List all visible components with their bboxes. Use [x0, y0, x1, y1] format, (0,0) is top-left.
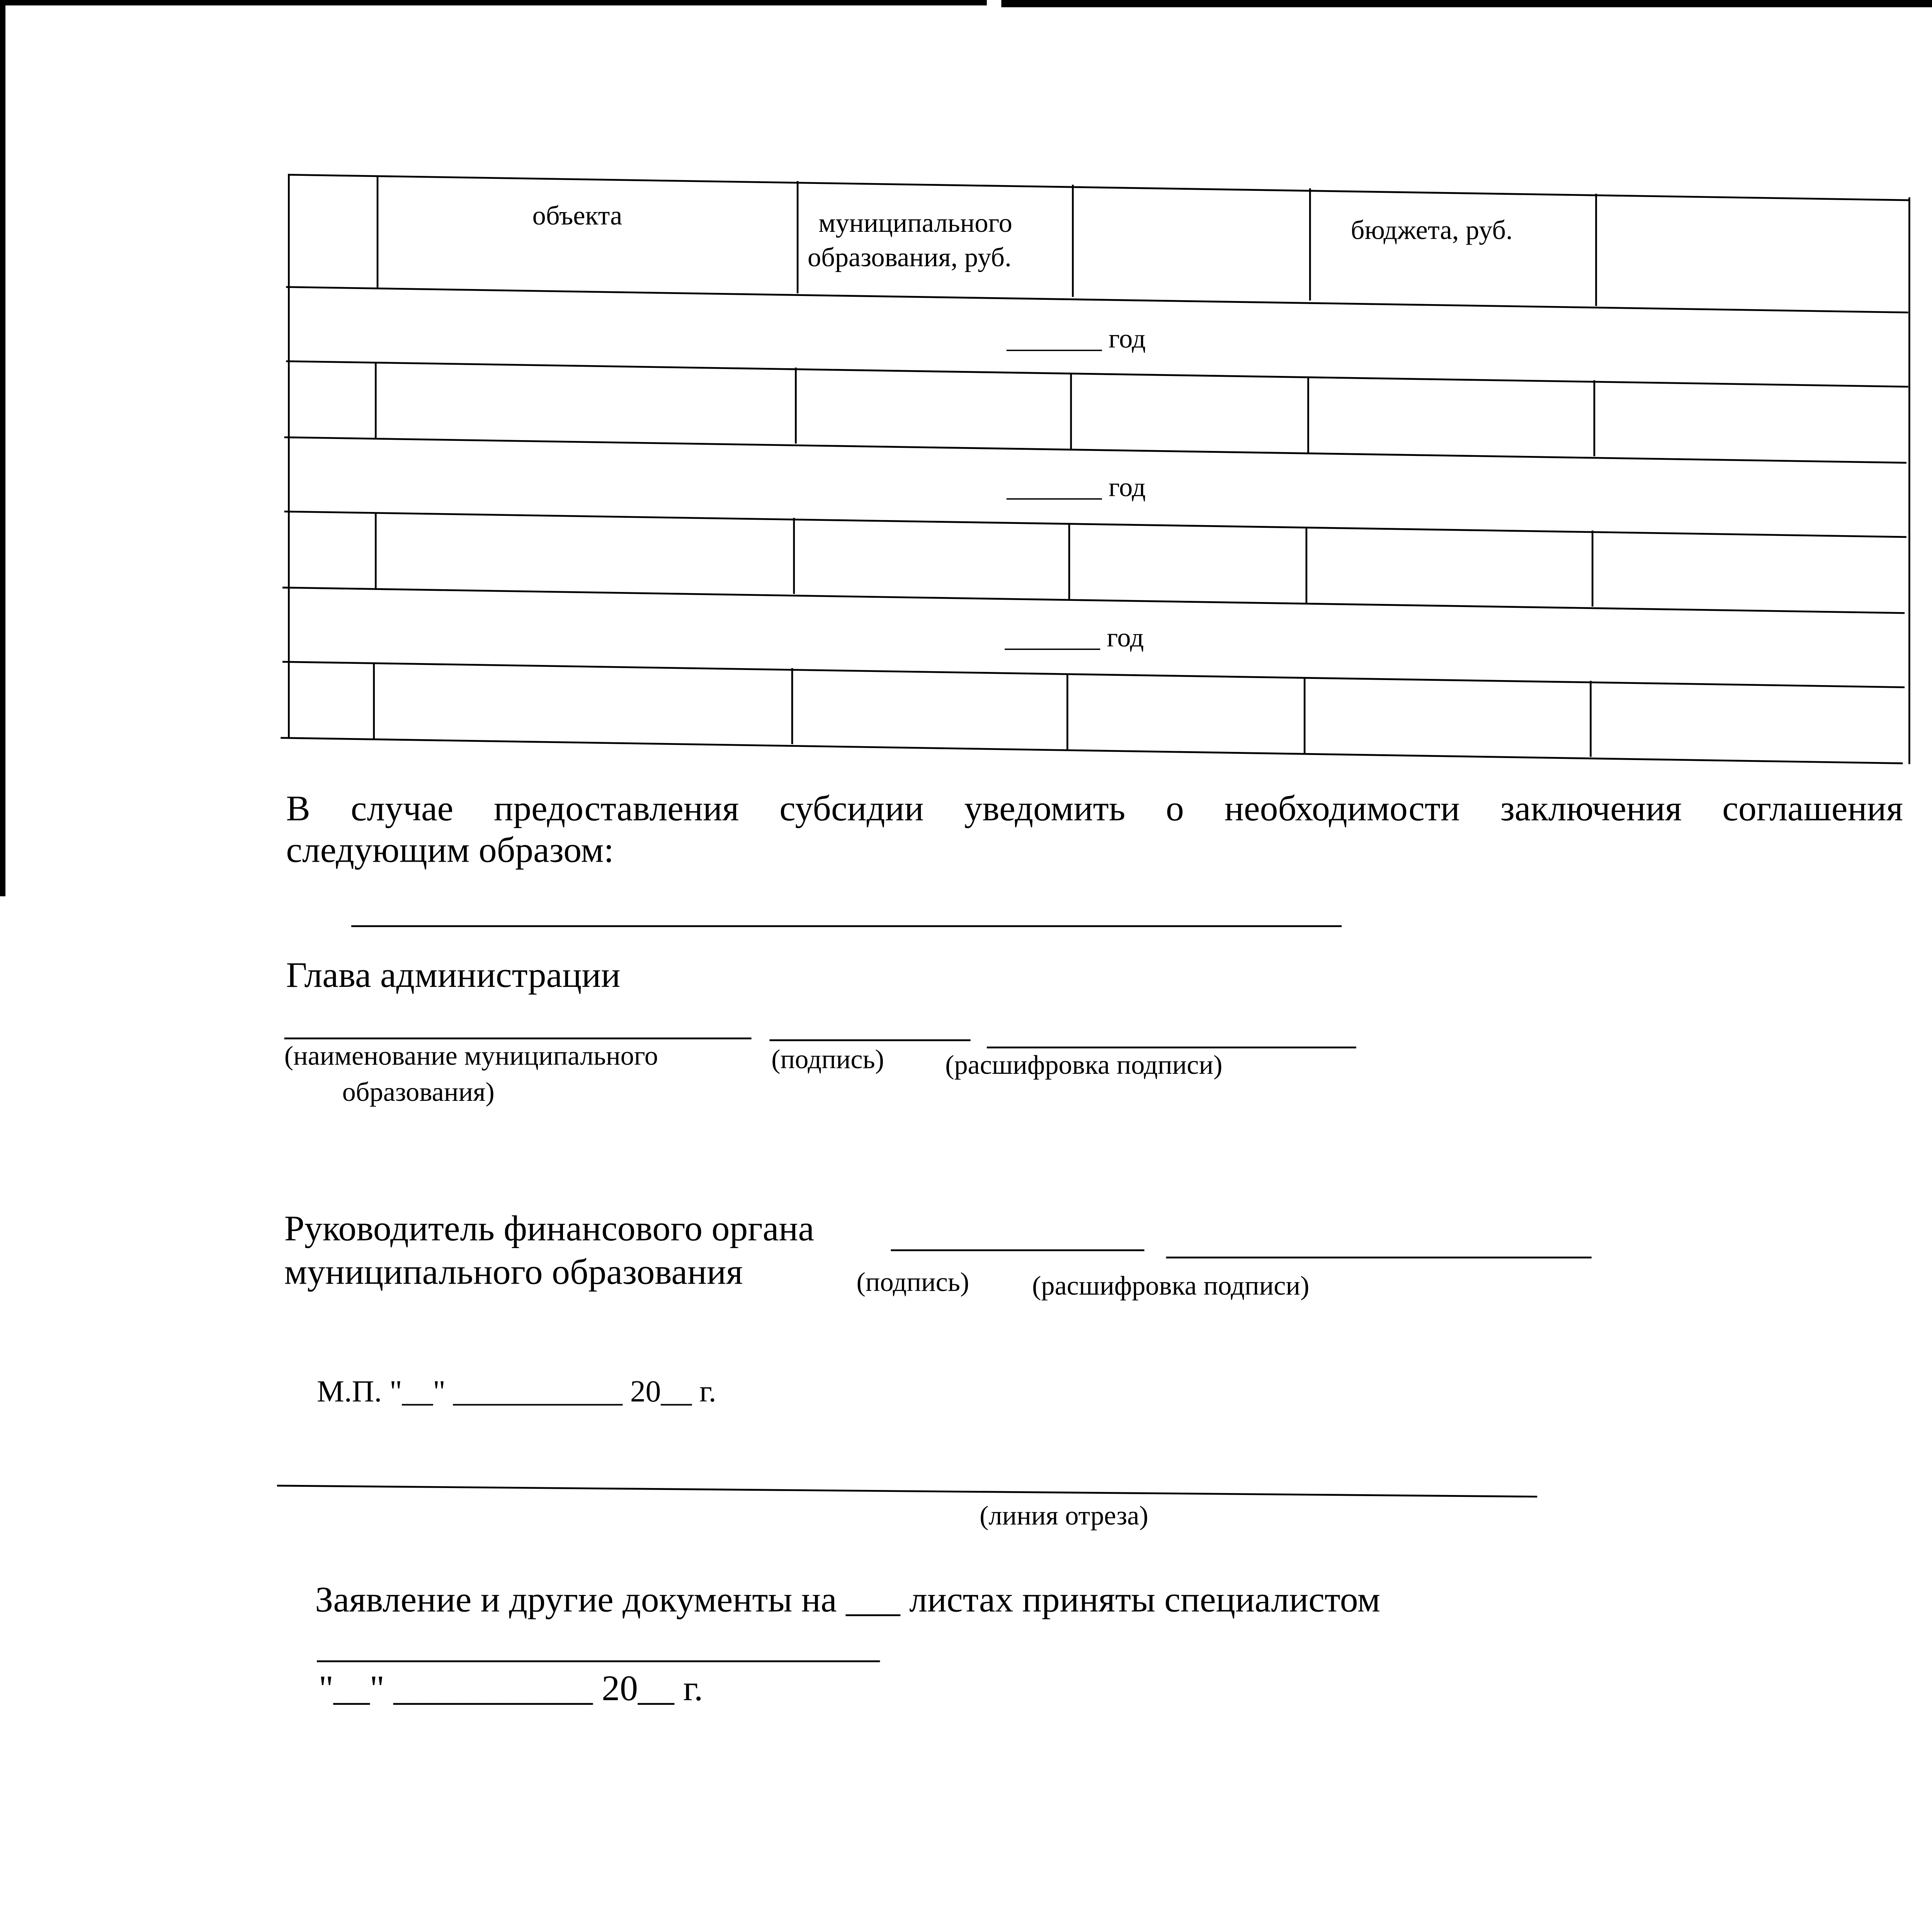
table-line	[288, 174, 1910, 201]
table-line	[375, 512, 377, 588]
year-blank: _______	[1007, 474, 1102, 503]
year-label: год	[1107, 624, 1144, 654]
year-label: год	[1109, 474, 1146, 503]
notice-fill-line	[351, 925, 1342, 927]
scan-left-edge	[0, 0, 5, 896]
notice-line-2: следующим образом:	[286, 831, 614, 871]
table-line	[282, 661, 1905, 688]
signature-line-name	[284, 1037, 752, 1039]
table-line	[284, 436, 1906, 464]
finance-caption-signature: (подпись)	[856, 1269, 969, 1298]
table-line	[286, 286, 1908, 313]
finance-head-line1: Руководитель финансового органа	[284, 1209, 815, 1250]
cut-line-caption: (линия отреза)	[980, 1503, 1148, 1532]
head-admin-title: Глава администрации	[286, 956, 621, 996]
cut-line	[277, 1485, 1537, 1498]
table-line	[791, 668, 793, 744]
year-row-1	[1007, 326, 1146, 357]
header-budget: бюджета, руб.	[1350, 217, 1513, 247]
caption-signature: (подпись)	[771, 1046, 884, 1076]
table-line	[1072, 185, 1074, 297]
signature-line-decoding	[987, 1047, 1356, 1049]
table-line	[1594, 380, 1595, 456]
caption-decoding: (расшифровка подписи)	[945, 1052, 1223, 1081]
receipt-date: "__" ___________ 20__ г.	[318, 1669, 703, 1709]
year-blank: _______	[1005, 624, 1100, 654]
notice-line-1: В случае предоставления субсидии уведомить о необходимости заключения соглашения	[286, 789, 1903, 830]
table-line	[795, 367, 797, 444]
table-line	[793, 518, 795, 594]
table-line	[377, 176, 379, 288]
table-line	[286, 361, 1908, 388]
table-line	[282, 587, 1905, 614]
finance-caption-decoding: (расшифровка подписи)	[1032, 1273, 1310, 1302]
scan-top-edge-right	[1001, 0, 1932, 7]
table-line	[1307, 377, 1309, 453]
table-line	[1309, 188, 1311, 301]
header-municipal-line1: муниципального	[818, 210, 1012, 239]
table-line	[797, 181, 799, 294]
table-line	[288, 174, 290, 739]
header-municipal-line2: образования, руб.	[807, 244, 1012, 274]
finance-signature-line	[891, 1249, 1145, 1251]
table-line	[284, 510, 1906, 538]
stamp-date: М.П. "__" ___________ 20__ г.	[317, 1374, 716, 1409]
table-line	[1306, 527, 1308, 603]
receipt-specialist-line	[317, 1660, 880, 1662]
table-line	[1595, 194, 1597, 306]
table-line	[1066, 673, 1068, 750]
table-line	[1068, 523, 1070, 599]
table-line	[1070, 373, 1072, 449]
year-blank: _______	[1007, 326, 1102, 355]
finance-head-line2: муниципального образования	[284, 1253, 743, 1293]
receipt-text: Заявление и другие документы на ___ листах приняты специалистом	[315, 1580, 1381, 1621]
year-row-2	[1007, 474, 1146, 505]
table-line	[281, 737, 1903, 764]
table-line	[1304, 677, 1306, 753]
caption-name-line1: (наименование муниципального	[284, 1043, 658, 1072]
header-object: объекта	[532, 202, 622, 232]
table-line	[1590, 681, 1592, 757]
scan-top-edge-left	[0, 0, 987, 5]
year-label: год	[1109, 326, 1146, 355]
year-row-3	[1005, 625, 1144, 656]
table-line	[373, 663, 375, 739]
finance-decoding-line	[1166, 1257, 1592, 1259]
caption-name-line2: образования)	[342, 1079, 495, 1108]
table-line	[1908, 197, 1910, 764]
table-line	[1592, 531, 1594, 607]
signature-line-sign	[770, 1039, 971, 1041]
table-line	[375, 362, 377, 438]
